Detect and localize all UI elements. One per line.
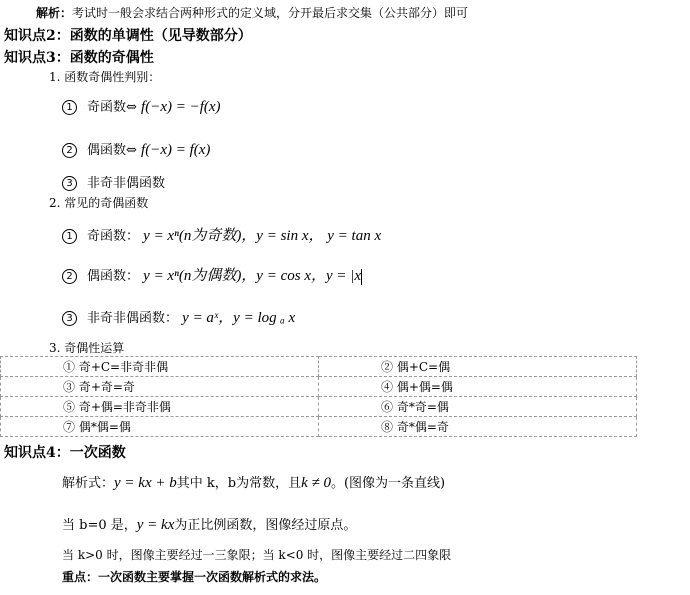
table-cell: ④ 偶+偶=偶 [319,377,637,397]
kp3-title: 知识点3：函数的奇偶性 [4,50,154,66]
circled-number: 2 [62,269,77,284]
math-expression: y = xⁿ(n为奇数)，y = sin x， y = tan x [143,228,382,244]
math-expression: y = xⁿ(n为偶数)，y = cos x，y = |x [143,268,362,284]
text-cursor [361,269,362,285]
math-expression: y = kx + b [114,475,177,491]
kp3-s2-item-1: 1 奇函数： y = xⁿ(n为奇数)，y = sin x， y = tan x [62,224,381,245]
table-cell: ⑥ 奇*奇=偶 [319,397,637,417]
kp3-s2-item-2: 2 偶函数： y = xⁿ(n为偶数)，y = cos x，y = |x [62,264,362,285]
kp3-s1-title: 1. 函数奇偶性判别： [49,70,161,84]
math-expression: y = aˣ，y = log ₐ x [182,310,296,326]
kp4-key-point: 重点：一次函数主要掌握一次函数解析式的求法。 [62,570,327,584]
circled-number: 3 [62,176,77,191]
table-row [1,377,637,397]
table-row [1,357,637,377]
circled-number: 2 [62,143,77,158]
math-expression: y = kx [136,517,175,533]
math-expression: f(−x) = −f(x) [141,99,221,115]
table-row [1,397,637,417]
math-expression: f(−x) = f(x) [141,142,211,158]
table-cell: ⑦ 偶*偶=偶 [1,417,319,437]
intro-label: 解析： [36,6,73,20]
table-cell: ⑤ 奇+偶=非奇非偶 [1,397,319,417]
kp2-title: 知识点2：函数的单调性（见导数部分） [4,28,252,44]
table-cell: ⑧ 奇*偶=奇 [319,417,637,437]
kp4-line-2: 当 b=0 是，y = kx为正比例函数，图像经过原点。 [62,517,357,533]
kp3-s2-title: 2. 常见的奇偶函数 [49,196,149,210]
parity-operations-table [0,356,637,437]
table-cell: ① 奇+C=非奇非偶 [1,357,319,377]
kp3-s1-item-3: 3 非奇非偶函数 [62,172,165,191]
kp3-s3-title: 3. 奇偶性运算 [49,341,125,355]
intro-line [36,4,468,21]
intro-text: 考试时一般会求结合两种形式的定义域，分开最后求交集（公共部分）即可 [72,6,469,20]
circled-number: 1 [62,229,77,244]
math-expression: k ≠ 0 [301,475,331,491]
circled-number: 3 [62,311,77,326]
kp4-line-1: 解析式：y = kx + b其中 k，b为常数，且k ≠ 0。(图像为一条直线) [62,475,446,491]
kp3-s2-item-3: 3 非奇非偶函数： y = aˣ，y = log ₐ x [62,306,295,327]
kp4-title: 知识点4：一次函数 [4,445,126,461]
table-cell: ② 偶+C=偶 [319,357,637,377]
circled-number: 1 [62,100,77,115]
table-row [1,417,637,437]
kp3-s1-item-2: 2 偶函数⇔ f(−x) = f(x) [62,139,210,159]
table-cell: ③ 奇+奇=奇 [1,377,319,397]
kp4-line-3: 当 k>0 时，图像主要经过一三象限；当 k<0 时，图像主要经过二四象限 [62,548,452,562]
kp3-s1-item-1: 1 奇函数⇔ f(−x) = −f(x) [62,96,221,116]
